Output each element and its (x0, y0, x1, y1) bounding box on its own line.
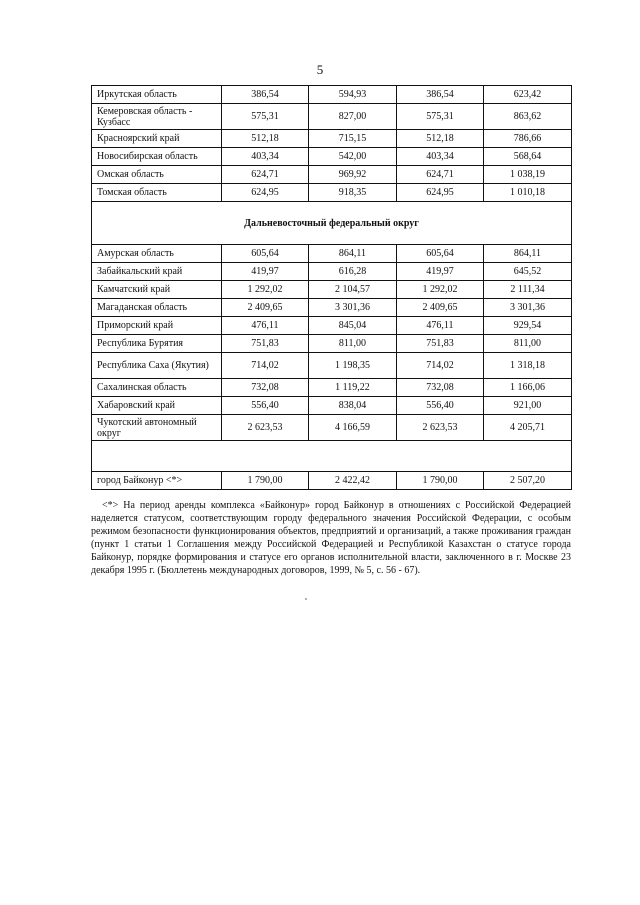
value-cell-1: 1 790,00 (222, 472, 309, 490)
value-cell-3: 556,40 (397, 397, 484, 415)
table-row (92, 299, 572, 317)
section-header-row (92, 202, 572, 245)
value-cell-4: 863,62 (484, 104, 572, 130)
spacer-row (92, 441, 572, 472)
value-cell-1: 751,83 (222, 335, 309, 353)
value-cell-4: 1 318,18 (484, 353, 572, 379)
value-cell-2: 1 198,35 (309, 353, 397, 379)
value-cell-2: 542,00 (309, 148, 397, 166)
value-cell-1: 714,02 (222, 353, 309, 379)
table-row (92, 148, 572, 166)
value-cell-3: 605,64 (397, 245, 484, 263)
value-cell-1: 2 409,65 (222, 299, 309, 317)
value-cell-4: 929,54 (484, 317, 572, 335)
value-cell-3: 624,71 (397, 166, 484, 184)
table-row (92, 130, 572, 148)
region-name-cell: Омская область (92, 166, 222, 184)
value-cell-4: 1 038,19 (484, 166, 572, 184)
value-cell-2: 918,35 (309, 184, 397, 202)
value-cell-4: 921,00 (484, 397, 572, 415)
region-name-cell: Чукотский автономный округ (92, 415, 222, 441)
value-cell-3: 403,34 (397, 148, 484, 166)
value-cell-3: 386,54 (397, 86, 484, 104)
table-row (92, 184, 572, 202)
value-cell-1: 732,08 (222, 379, 309, 397)
table-row (92, 317, 572, 335)
table-row (92, 166, 572, 184)
value-cell-4: 4 205,71 (484, 415, 572, 441)
value-cell-1: 556,40 (222, 397, 309, 415)
region-name-cell: Приморский край (92, 317, 222, 335)
value-cell-3: 2 409,65 (397, 299, 484, 317)
value-cell-2: 1 119,22 (309, 379, 397, 397)
value-cell-4: 1 166,06 (484, 379, 572, 397)
value-cell-4: 2 111,34 (484, 281, 572, 299)
table-row (92, 104, 572, 130)
value-cell-4: 645,52 (484, 263, 572, 281)
table-row (92, 245, 572, 263)
table-row (92, 415, 572, 441)
value-cell-1: 624,71 (222, 166, 309, 184)
value-cell-4: 568,64 (484, 148, 572, 166)
tariff-table (91, 85, 572, 490)
value-cell-3: 1 790,00 (397, 472, 484, 490)
value-cell-2: 616,28 (309, 263, 397, 281)
value-cell-3: 1 292,02 (397, 281, 484, 299)
value-cell-2: 3 301,36 (309, 299, 397, 317)
value-cell-2: 4 166,59 (309, 415, 397, 441)
value-cell-2: 811,00 (309, 335, 397, 353)
value-cell-4: 786,66 (484, 130, 572, 148)
section-title: Дальневосточный федеральный округ (92, 202, 572, 245)
table-row (92, 281, 572, 299)
value-cell-2: 838,04 (309, 397, 397, 415)
value-cell-3: 751,83 (397, 335, 484, 353)
value-cell-1: 575,31 (222, 104, 309, 130)
region-name-cell: Магаданская область (92, 299, 222, 317)
region-name-cell: Камчатский край (92, 281, 222, 299)
footnote: <*> На период аренды комплекса «Байконур» город Байконур в отношениях с Российской Федерацией наделяется статусом, соответствующим городу федерального значения Российской Федерации, с особым режимом безопасности функционирования объектов, предприятий и организаций, а также проживания граждан (пункт 1 статьи 1 Соглашения между Российской Федерацией и Республикой Казахстан о статусе города Байконур, порядке формирования и статусе его органов исполнительной власти, заключенного в г. Москве 23 декабря 1995 г. (Бюллетень международных договоров, 1999, № 5, с. 56 - 67). (91, 500, 571, 576)
table-row (92, 335, 572, 353)
region-name-cell: Республика Саха (Якутия) (92, 353, 222, 379)
value-cell-1: 624,95 (222, 184, 309, 202)
value-cell-1: 2 623,53 (222, 415, 309, 441)
table-body (92, 86, 572, 490)
value-cell-4: 623,42 (484, 86, 572, 104)
value-cell-1: 476,11 (222, 317, 309, 335)
region-name-cell: Новосибирская область (92, 148, 222, 166)
region-name-cell: Республика Бурятия (92, 335, 222, 353)
value-cell-3: 512,18 (397, 130, 484, 148)
value-cell-1: 1 292,02 (222, 281, 309, 299)
table-row (92, 472, 572, 490)
page-number: 5 (316, 62, 324, 77)
region-name-cell: город Байконур <*> (92, 472, 222, 490)
spacer-cell (92, 441, 572, 472)
value-cell-2: 845,04 (309, 317, 397, 335)
value-cell-2: 969,92 (309, 166, 397, 184)
table-row (92, 397, 572, 415)
value-cell-2: 2 104,57 (309, 281, 397, 299)
value-cell-2: 2 422,42 (309, 472, 397, 490)
region-name-cell: Иркутская область (92, 86, 222, 104)
region-name-cell: Сахалинская область (92, 379, 222, 397)
value-cell-1: 512,18 (222, 130, 309, 148)
value-cell-3: 575,31 (397, 104, 484, 130)
value-cell-3: 624,95 (397, 184, 484, 202)
value-cell-2: 715,15 (309, 130, 397, 148)
region-name-cell: Амурская область (92, 245, 222, 263)
region-name-cell: Забайкальский край (92, 263, 222, 281)
value-cell-1: 605,64 (222, 245, 309, 263)
table-row (92, 379, 572, 397)
value-cell-2: 864,11 (309, 245, 397, 263)
region-name-cell: Хабаровский край (92, 397, 222, 415)
value-cell-1: 386,54 (222, 86, 309, 104)
value-cell-3: 714,02 (397, 353, 484, 379)
value-cell-4: 3 301,36 (484, 299, 572, 317)
value-cell-3: 476,11 (397, 317, 484, 335)
region-name-cell: Томская область (92, 184, 222, 202)
value-cell-2: 827,00 (309, 104, 397, 130)
value-cell-1: 403,34 (222, 148, 309, 166)
value-cell-4: 864,11 (484, 245, 572, 263)
stray-mark (305, 598, 307, 600)
value-cell-4: 1 010,18 (484, 184, 572, 202)
table-row (92, 353, 572, 379)
value-cell-3: 2 623,53 (397, 415, 484, 441)
table-row (92, 263, 572, 281)
value-cell-2: 594,93 (309, 86, 397, 104)
value-cell-1: 419,97 (222, 263, 309, 281)
value-cell-4: 2 507,20 (484, 472, 572, 490)
value-cell-4: 811,00 (484, 335, 572, 353)
region-name-cell: Красноярский край (92, 130, 222, 148)
table-row (92, 86, 572, 104)
value-cell-3: 732,08 (397, 379, 484, 397)
value-cell-3: 419,97 (397, 263, 484, 281)
region-name-cell: Кемеровская область - Кузбасс (92, 104, 222, 130)
